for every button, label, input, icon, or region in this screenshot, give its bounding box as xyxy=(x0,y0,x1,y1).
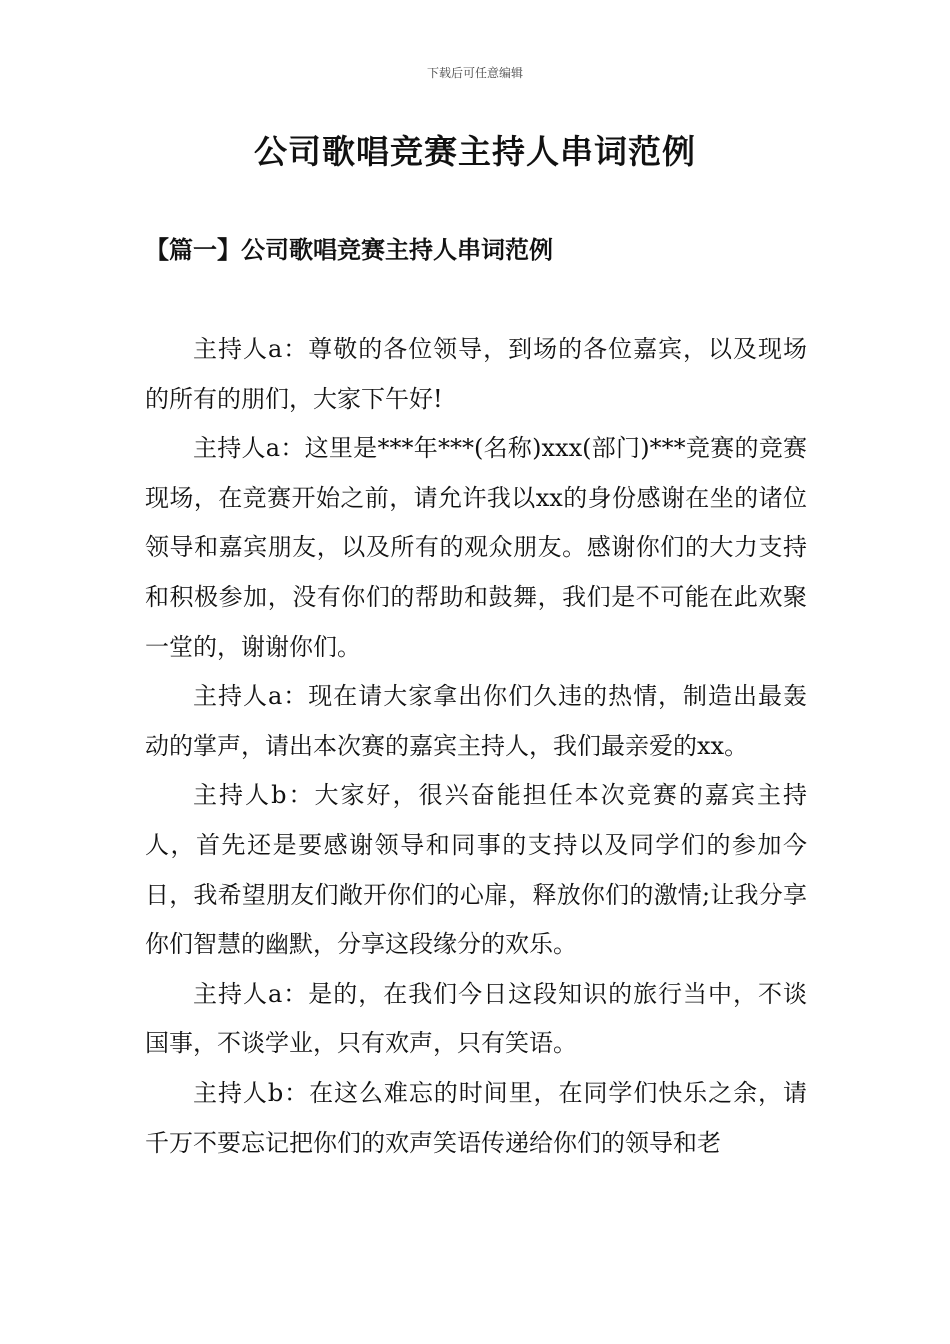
document-body xyxy=(145,325,807,1168)
header-note: 下载后可任意编辑 xyxy=(426,66,523,80)
paragraph-1: 主持人a：尊敬的各位领导，到场的各位嘉宾，以及现场的所有的朋们，大家下午好! xyxy=(145,335,807,413)
paragraph-6: 主持人b：在这么难忘的时间里，在同学们快乐之余，请千万不要忘记把你们的欢声笑语传递给你们的领导和老 xyxy=(145,1078,807,1157)
paragraph-5: 主持人a：是的，在我们今日这段知识的旅行当中，不谈国事，不谈学业，只有欢声，只有笑语。 xyxy=(145,979,807,1058)
paragraph-2: 主持人a：这里是***年***(名称)xxx(部门)***竞赛的竞赛现场，在竞赛开始之前，请允许我以xx的身份感谢在坐的诸位领导和嘉宾朋友，以及所有的观众朋友。感谢你们的大力支持和积极参加，没有你们的帮助和鼓舞，我们是不可能在此欢聚一堂的，谢谢你们。 xyxy=(145,434,807,661)
document-title: 公司歌唱竞赛主持人串词范例 xyxy=(254,132,696,171)
paragraph-3: 主持人a：现在请大家拿出你们久违的热情，制造出最轰动的掌声，请出本次赛的嘉宾主持人，我们最亲爱的xx。 xyxy=(145,682,807,760)
paragraph-4: 主持人b：大家好，很兴奋能担任本次竞赛的嘉宾主持人，首先还是要感谢领导和同事的支持以及同学们的参加今日，我希望朋友们敞开你们的心扉，释放你们的激情;让我分享你们智慧的幽默，分享这段缘分的欢乐。 xyxy=(145,781,807,959)
section-heading: 【篇一】公司歌唱竞赛主持人串词范例 xyxy=(145,235,553,264)
